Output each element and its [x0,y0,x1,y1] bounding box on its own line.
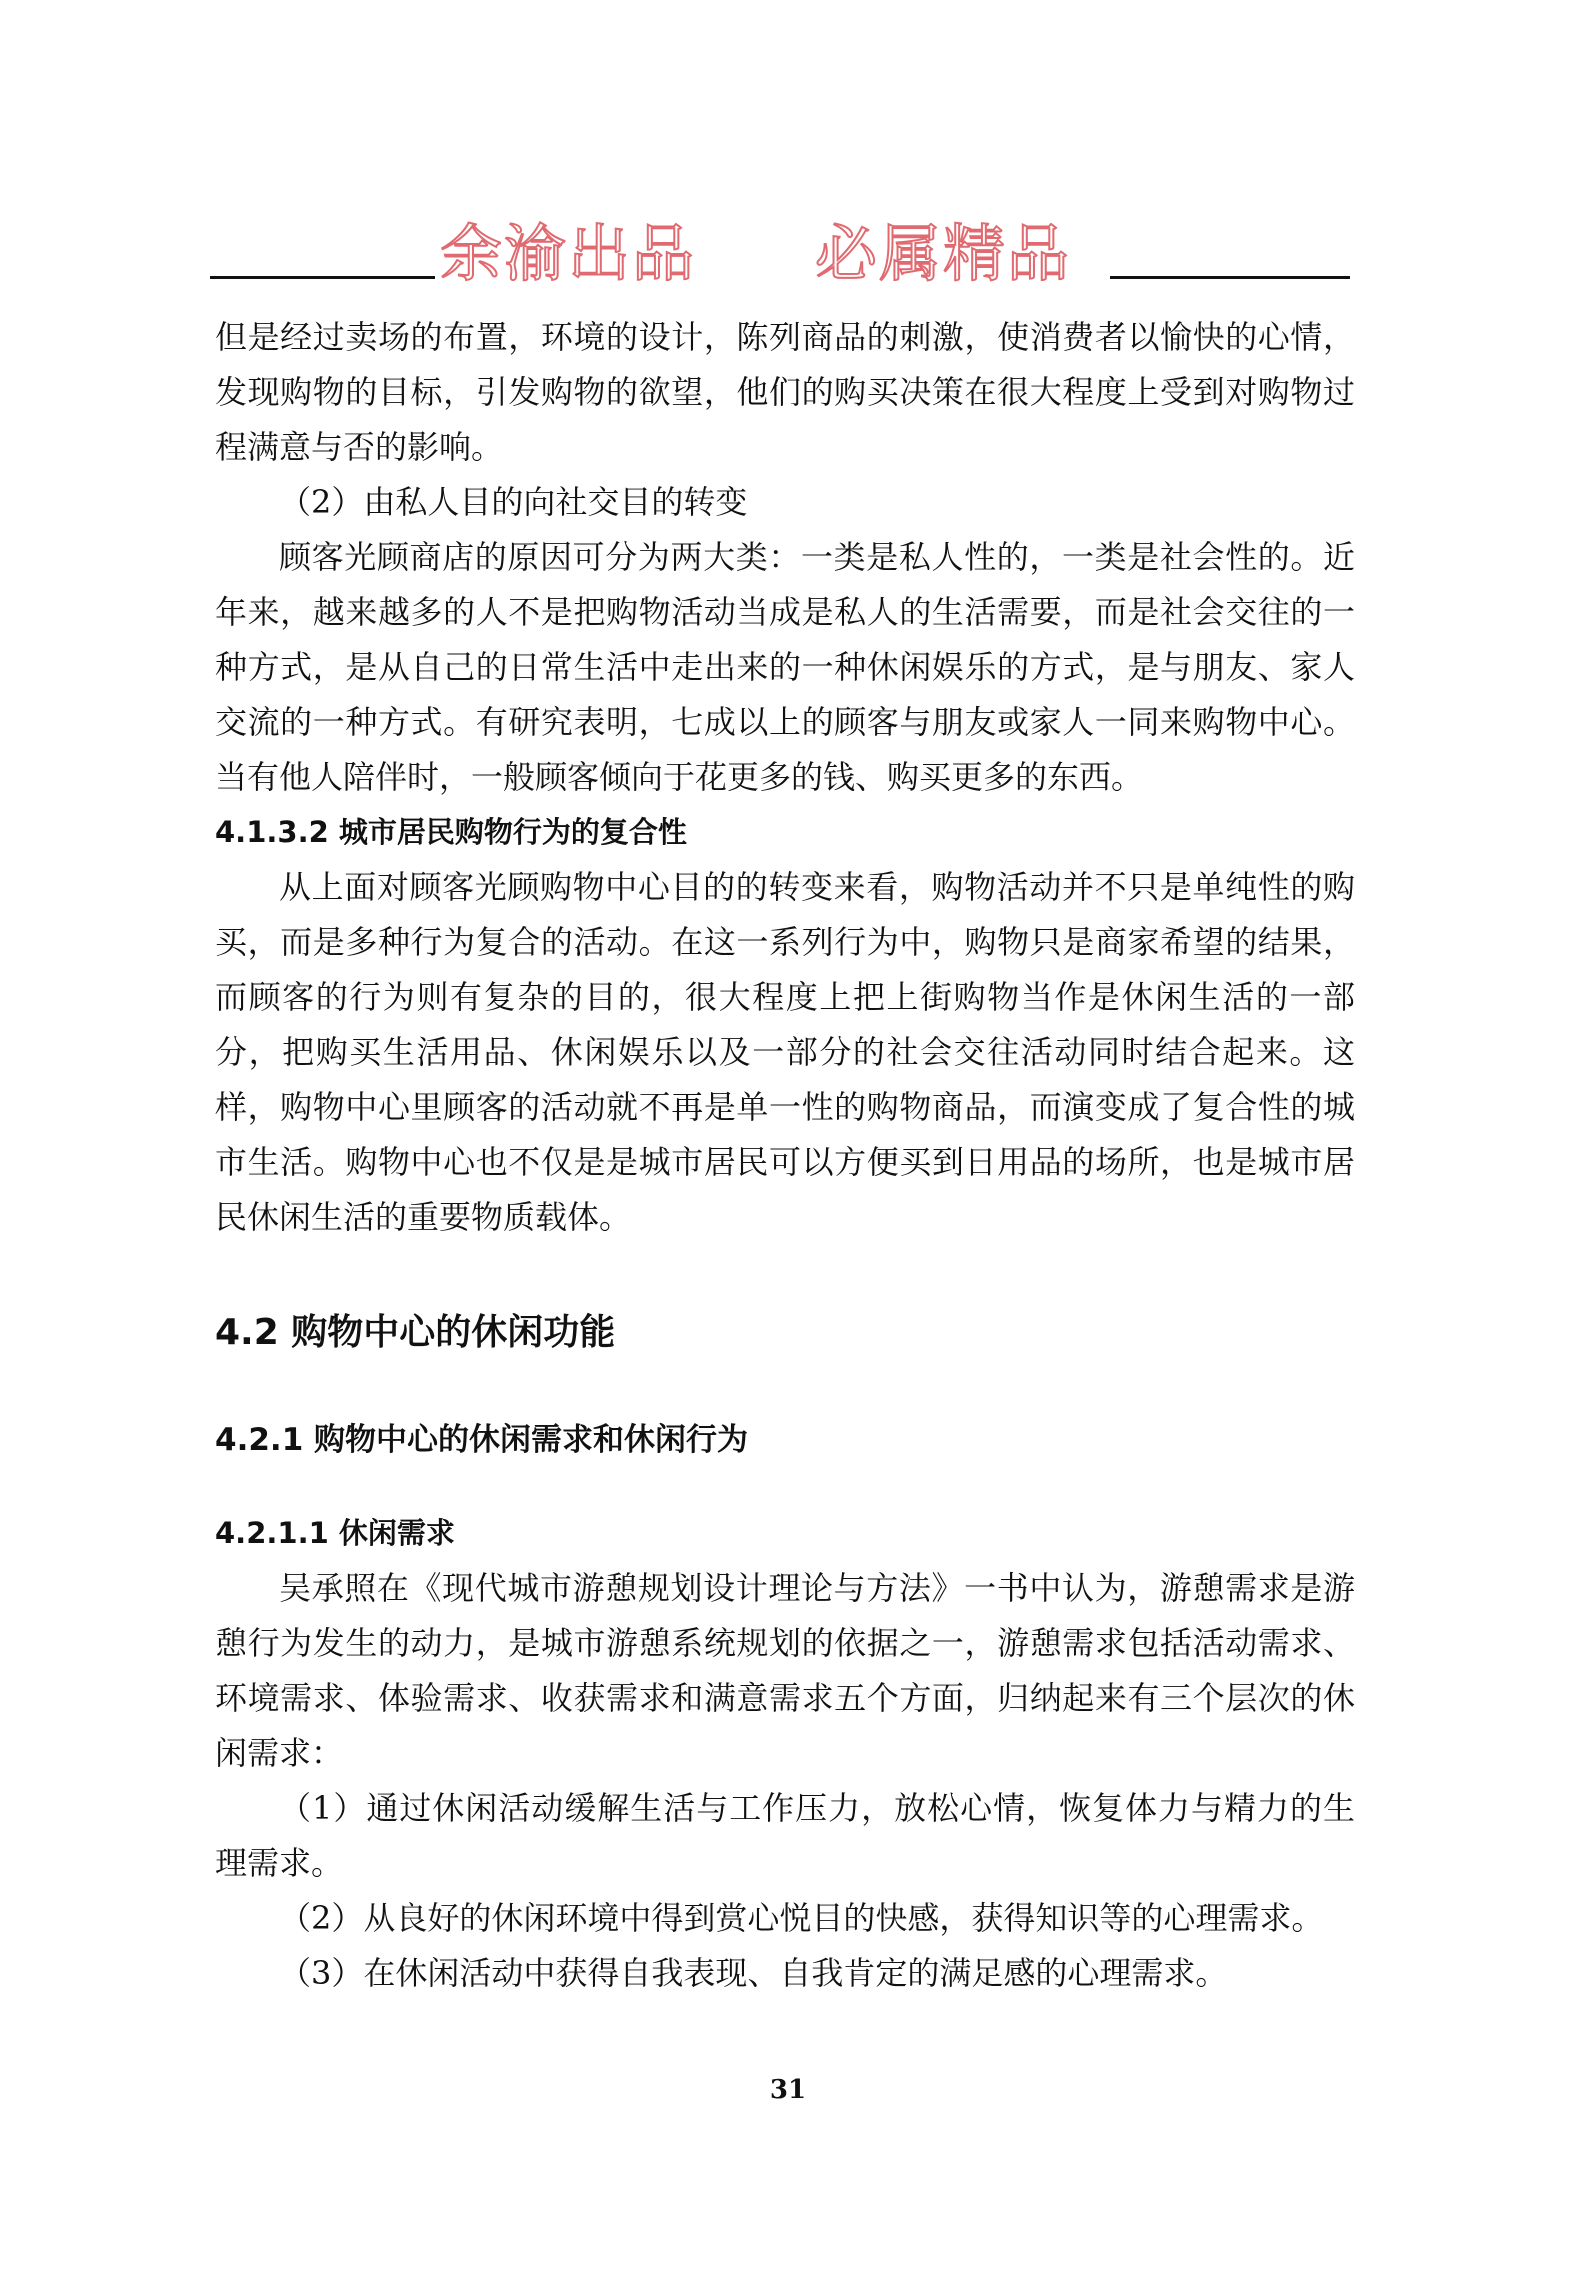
section-heading-421: 4.2.1 购物中心的休闲需求和休闲行为 [215,1422,749,1458]
paragraph: 顾客光顾商店的原因可分为两大类：一类是私人性的，一类是社会性的。近年来，越来越多的人不是把购物活动当成是私人的生活需要，而是社会交往的一种方式，是从自己的日常生活中走出来的一种休闲娱乐的方式，是与朋友、家人交流的一种方式。有研究表明，七成以上的顾客与朋友或家人一同来购物中心。当有他人陪伴时，一般顾客倾向于花更多的钱、购买更多的东西。 [215,538,1355,796]
page-number: 31 [769,2075,807,2105]
header-rule-right [1110,276,1350,279]
page-body [215,310,1355,2001]
section-heading-4132: 4.1.3.2 城市居民购物行为的复合性 [215,815,687,849]
section-heading-4211: 4.2.1.1 休闲需求 [215,1516,455,1550]
list-item-heading: （2）由私人目的向社交目的转变 [279,483,748,521]
watermark-text-right: 必属精品 [815,217,1072,290]
paragraph: 从上面对顾客光顾购物中心目的的转变来看，购物活动并不只是单纯性的购买，而是多种行为复合的活动。在这一系列行为中，购物只是商家希望的结果，而顾客的行为则有复杂的目的，很大程度上把上街购物当作是休闲生活的一部分，把购买生活用品、休闲娱乐以及一部分的社会交往活动同时结合起来。这样，购物中心里顾客的活动就不再是单一性的购物商品，而演变成了复合性的城市生活。购物中心也不仅是是城市居民可以方便买到日用品的场所，也是城市居民休闲生活的重要物质载体。 [215,868,1355,1236]
page-header [210,218,1350,298]
section-heading-42: 4.2 购物中心的休闲功能 [215,1312,616,1353]
header-rule-left [210,276,435,279]
paragraph-continued: 但是经过卖场的布置，环境的设计，陈列商品的刺激，使消费者以愉快的心情，发现购物的目标，引发购物的欲望，他们的购买决策在很大程度上受到对购物过程满意与否的影响。 [215,318,1355,466]
list-item: （2）从良好的休闲环境中得到赏心悦目的快感，获得知识等的心理需求。 [279,1899,1324,1937]
list-item: （3）在休闲活动中获得自我表现、自我肯定的满足感的心理需求。 [279,1954,1228,1992]
list-item: （1）通过休闲活动缓解生活与工作压力，放松心情，恢复体力与精力的生理需求。 [215,1789,1355,1882]
paragraph: 吴承照在《现代城市游憩规划设计理论与方法》一书中认为，游憩需求是游憩行为发生的动力，是城市游憩系统规划的依据之一，游憩需求包括活动需求、环境需求、体验需求、收获需求和满意需求五个方面，归纳起来有三个层次的休闲需求： [215,1569,1355,1772]
watermark-text-left: 余渝出品 [440,217,697,290]
